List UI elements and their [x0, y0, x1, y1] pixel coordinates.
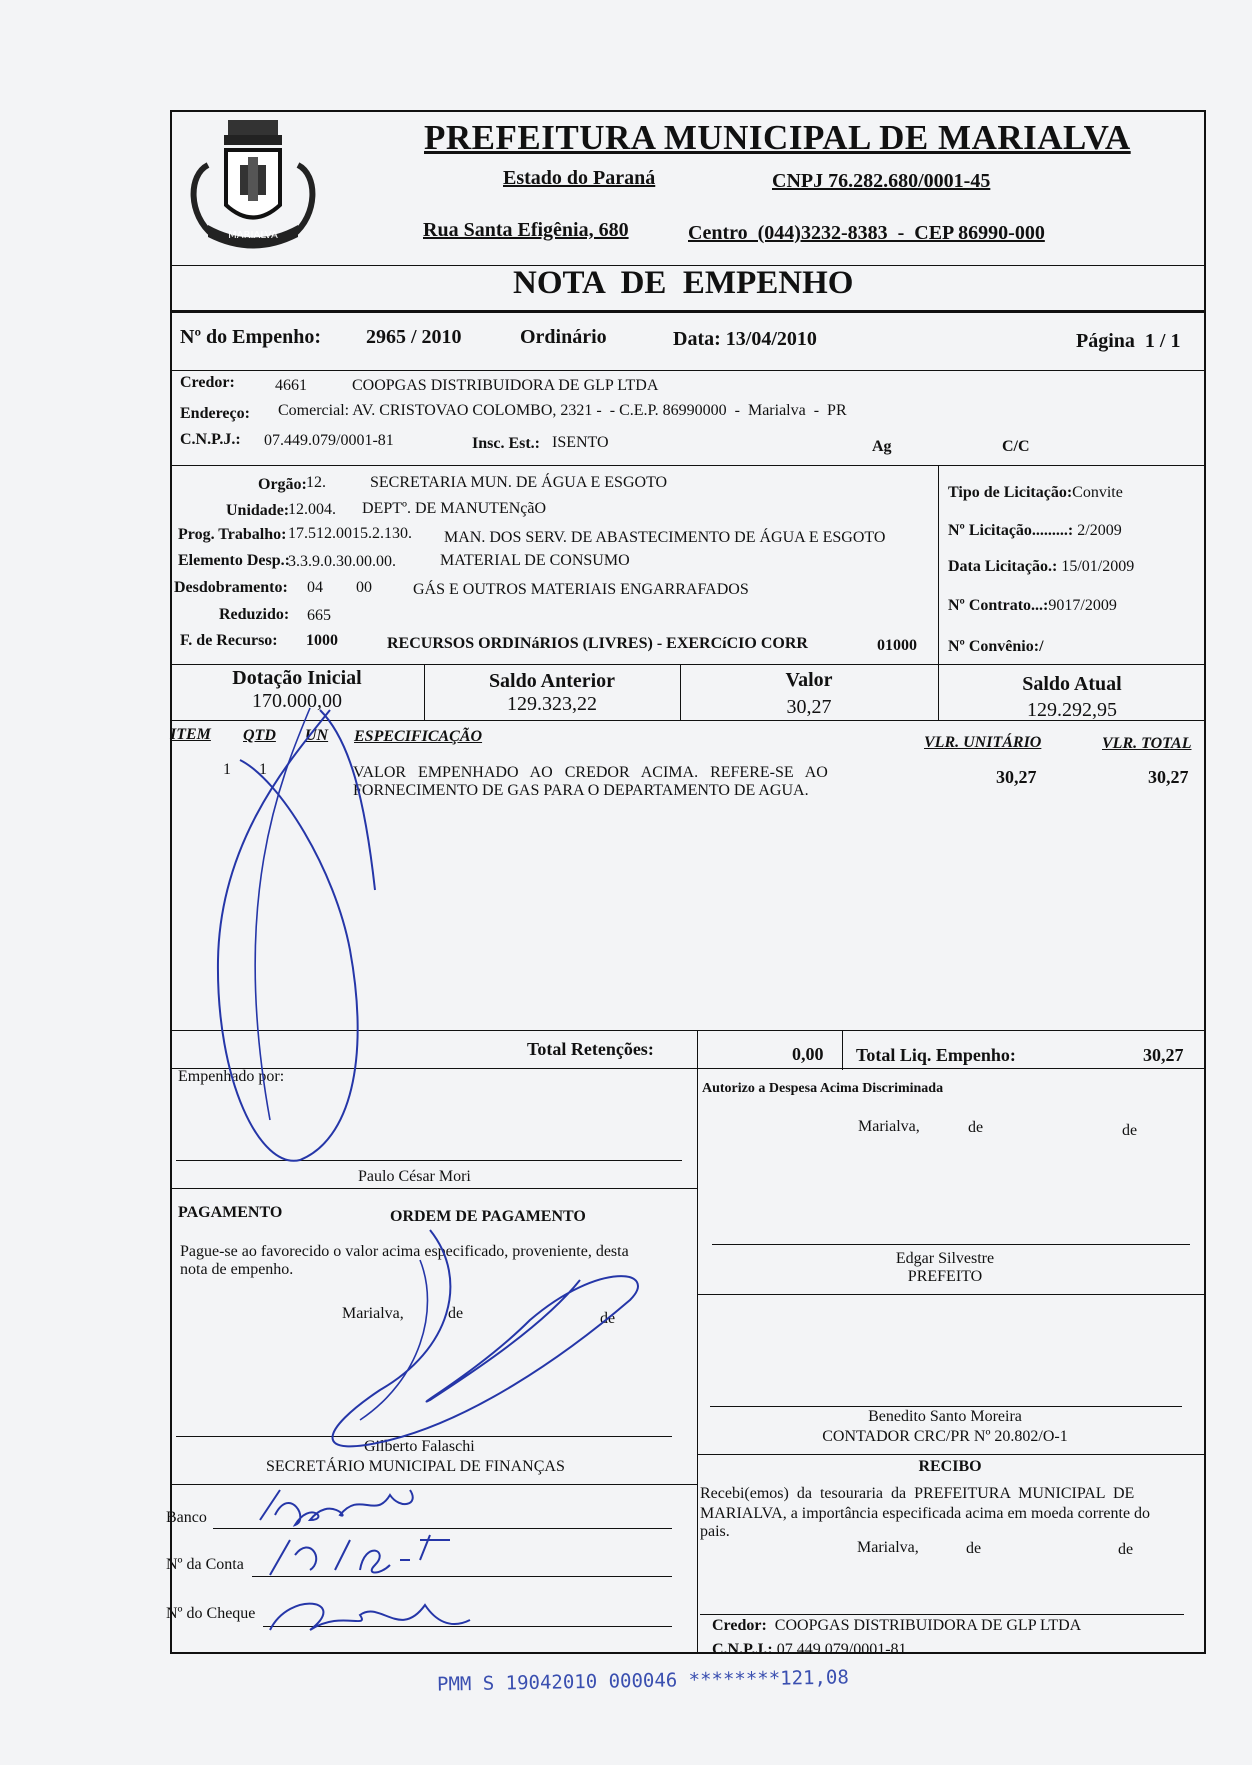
divider	[170, 1188, 697, 1189]
empenho-type: Ordinário	[520, 326, 607, 348]
desdobramento-label: Desdobramento:	[174, 579, 288, 596]
credor-label: Credor:	[180, 374, 235, 391]
secretario-name: Gilberto Falaschi	[364, 1438, 475, 1455]
orgao-name: SECRETARIA MUN. DE ÁGUA E ESGOTO	[370, 474, 668, 491]
unidade-label: Unidade:	[226, 502, 290, 519]
recurso-label: F. de Recurso:	[180, 632, 278, 649]
desdobramento-code2: 00	[356, 579, 372, 596]
divider	[697, 1068, 698, 1654]
saldo-anterior-value: 129.323,22	[507, 693, 597, 715]
divider	[680, 664, 681, 720]
dotacao-value: 170.000,00	[252, 690, 342, 712]
page-title: PREFEITURA MUNICIPAL DE MARIALVA	[424, 118, 1131, 157]
autorizo-text: Autorizo a Despesa Acima Discriminada	[702, 1081, 944, 1096]
retencoes-label: Total Retenções:	[527, 1039, 654, 1059]
elemento-label: Elemento Desp.:	[178, 552, 290, 569]
licitacao-contrato-value: 9017/2009	[1048, 597, 1117, 614]
payment-stamp: PMM S 19042010 000046 ********121,08	[436, 1666, 849, 1696]
empenhado-label: Empenhado por:	[178, 1068, 285, 1085]
empenho-date: Data: 13/04/2010	[673, 328, 817, 350]
licitacao-convenio: Nº Convênio:/	[948, 638, 1044, 655]
licitacao-numero-label: Nº Licitação.........:	[948, 522, 1074, 539]
row-qtd: 1	[259, 761, 267, 778]
secretario-role: SECRETÁRIO MUNICIPAL DE FINANÇAS	[266, 1458, 565, 1475]
signature-line	[176, 1160, 682, 1161]
prefeito-role: PREFEITO	[907, 1268, 983, 1285]
cheque-field	[263, 1626, 672, 1627]
licitacao-tipo-label: Tipo de Licitação:	[948, 484, 1073, 501]
insc-label: Insc. Est.:	[472, 435, 541, 452]
recurso-name: RECURSOS ORDINáRIOS (LIVRES) - EXERCíCIO CORR	[387, 635, 808, 652]
ag-label: Ag	[872, 438, 892, 455]
unidade-code: 12.004.	[288, 501, 336, 518]
pagamento-de2: de	[600, 1310, 616, 1327]
contador-role: CONTADOR CRC/PR Nº 20.802/O-1	[822, 1428, 1068, 1445]
recibo-text-line1: Recebi(emos) da tesouraria da PREFEITURA MUNICIPAL DE	[700, 1485, 1135, 1502]
row-total: 30,27	[1148, 767, 1189, 787]
licitacao-data	[948, 558, 1134, 576]
saldo-atual-label: Saldo Atual	[1022, 673, 1122, 695]
divider	[938, 465, 939, 665]
divider	[842, 1030, 843, 1070]
recibo-de1: de	[966, 1540, 982, 1557]
unidade-name: DEPTº. DE MANUTENçãO	[362, 500, 547, 517]
empenho-label: Nº do Empenho:	[180, 326, 322, 348]
divider	[170, 1068, 1206, 1069]
licitacao-numero	[948, 522, 1122, 540]
recibo-credor-name: COOPGAS DISTRIBUIDORA DE GLP LTDA	[774, 1617, 1082, 1634]
street-address: Rua Santa Efigênia, 680	[423, 219, 629, 241]
col-item: ITEM	[170, 726, 211, 743]
col-total: VLR. TOTAL	[1102, 735, 1192, 752]
cnpj-label: C.N.P.J.:	[180, 431, 241, 448]
recurso-code2: 01000	[877, 637, 917, 654]
divider	[697, 1294, 1206, 1295]
credor-cnpj: 07.449.079/0001-81	[264, 432, 394, 449]
col-qtd: QTD	[243, 727, 276, 744]
ordem-title: ORDEM DE PAGAMENTO	[390, 1208, 586, 1225]
pagamento-text-line2: nota de empenho.	[180, 1261, 294, 1278]
address-label: Endereço:	[180, 405, 250, 422]
conta-field	[252, 1576, 672, 1577]
prefeito-name: Edgar Silvestre	[895, 1250, 995, 1267]
licitacao-tipo-value: Convite	[1072, 484, 1123, 501]
pagamento-title: PAGAMENTO	[178, 1204, 283, 1221]
row-spec-line2: FORNECIMENTO DE GAS PARA O DEPARTAMENTO DE AGUA.	[353, 782, 809, 799]
col-spec: ESPECIFICAÇÃO	[354, 728, 483, 745]
divider	[170, 720, 1206, 721]
elemento-name: MATERIAL DE CONSUMO	[440, 552, 630, 569]
orgao-code: 12.	[306, 474, 326, 491]
desdobramento-name: GÁS E OUTROS MATERIAIS ENGARRAFADOS	[413, 581, 749, 598]
autorizo-de2: de	[1122, 1122, 1138, 1139]
divider	[697, 1030, 698, 1070]
reduzido-label: Reduzido:	[219, 606, 290, 623]
retencoes-value: 0,00	[792, 1044, 824, 1064]
prog-name: MAN. DOS SERV. DE ABASTECIMENTO DE ÁGUA E ESGOTO	[444, 529, 886, 546]
recibo-text-line2: MARIALVA, a importância especificada acima em moeda corrente do	[700, 1505, 1151, 1522]
autorizo-de1: de	[968, 1119, 984, 1136]
recibo-cnpj	[712, 1641, 907, 1659]
pagamento-de1: de	[448, 1305, 464, 1322]
credor-code: 4661	[275, 377, 307, 394]
licitacao-numero-value: 2/2009	[1077, 522, 1122, 539]
col-unit-price: VLR. UNITÁRIO	[924, 734, 1042, 751]
licitacao-contrato-label: Nº Contrato...:	[948, 597, 1049, 614]
divider	[938, 664, 939, 720]
contact-line: Centro (044)3232-8383 - CEP 86990-000	[688, 222, 1045, 244]
saldo-atual-value: 129.292,95	[1027, 699, 1117, 721]
credor-address: Comercial: AV. CRISTOVAO COLOMBO, 2321 - - C.E.P. 86990000 - Marialva - PR	[278, 402, 847, 419]
signature-line	[710, 1406, 1182, 1407]
reduzido-value: 665	[307, 607, 331, 624]
elemento-code: 3.3.9.0.30.00.00.	[288, 553, 396, 570]
orgao-label: Orgão:	[258, 476, 307, 493]
banco-label: Banco	[166, 1509, 207, 1526]
insc-value: ISENTO	[552, 434, 609, 451]
licitacao-data-value: 15/01/2009	[1061, 558, 1135, 575]
recibo-cnpj-value: 07.449.079/0001-81	[776, 1641, 907, 1658]
cnpj-header: CNPJ 76.282.680/0001-45	[772, 170, 991, 192]
desdobramento-code1: 04	[307, 579, 323, 596]
recibo-de2: de	[1118, 1541, 1134, 1558]
valor-value: 30,27	[786, 696, 832, 718]
page-number: Página 1 / 1	[1076, 330, 1181, 352]
autorizo-place: Marialva,	[858, 1118, 920, 1135]
cheque-label: Nº do Cheque	[166, 1605, 256, 1622]
divider	[697, 1454, 1206, 1455]
divider	[170, 664, 1206, 665]
coat-of-arms-logo	[178, 105, 328, 255]
col-un: UN	[305, 727, 329, 744]
recurso-code: 1000	[306, 632, 338, 649]
conta-label: Nº da Conta	[166, 1556, 244, 1573]
banco-field	[213, 1528, 672, 1529]
prog-label: Prog. Trabalho:	[178, 526, 287, 543]
recibo-place: Marialva,	[857, 1539, 919, 1556]
signature-line	[700, 1614, 1184, 1615]
divider	[170, 370, 1206, 371]
empenho-number: 2965 / 2010	[366, 326, 462, 348]
liquido-value: 30,27	[1143, 1045, 1184, 1065]
dotacao-label: Dotação Inicial	[232, 667, 362, 689]
empenhado-name: Paulo César Mori	[358, 1168, 471, 1185]
row-unit-price: 30,27	[996, 767, 1037, 787]
divider	[170, 1484, 697, 1485]
credor-name: COOPGAS DISTRIBUIDORA DE GLP LTDA	[352, 377, 659, 394]
row-item: 1	[223, 761, 231, 778]
signature-line	[176, 1436, 672, 1437]
divider	[170, 310, 1206, 313]
recibo-credor-label: Credor:	[712, 1617, 767, 1634]
signature-line	[712, 1244, 1190, 1245]
state-label: Estado do Paraná	[503, 167, 656, 189]
pagamento-place: Marialva,	[342, 1305, 404, 1322]
licitacao-contrato	[948, 597, 1117, 615]
divider	[170, 1030, 1206, 1031]
recibo-text-line3: pais.	[700, 1523, 730, 1540]
saldo-anterior-label: Saldo Anterior	[488, 670, 616, 692]
cc-label: C/C	[1002, 438, 1030, 455]
contador-name: Benedito Santo Moreira	[868, 1408, 1022, 1425]
divider	[170, 465, 1206, 466]
divider	[424, 664, 425, 720]
row-spec-line1: VALOR EMPENHADO AO CREDOR ACIMA. REFERE-SE AO	[353, 764, 828, 781]
recibo-credor	[712, 1617, 1081, 1635]
prog-code: 17.512.0015.2.130.	[288, 525, 412, 542]
valor-label: Valor	[785, 669, 833, 691]
recibo-title: RECIBO	[918, 1458, 982, 1475]
recibo-cnpj-label: C.N.P.J.:	[712, 1641, 773, 1658]
document-title: NOTA DE EMPENHO	[513, 265, 854, 301]
licitacao-tipo	[948, 484, 1123, 502]
liquido-label: Total Liq. Empenho:	[856, 1045, 1016, 1065]
pagamento-text-line1: Pague-se ao favorecido o valor acima especificado, proveniente, desta	[180, 1243, 629, 1260]
licitacao-data-label: Data Licitação.:	[948, 558, 1058, 575]
svg-text:MARIALVA: MARIALVA	[228, 230, 278, 241]
